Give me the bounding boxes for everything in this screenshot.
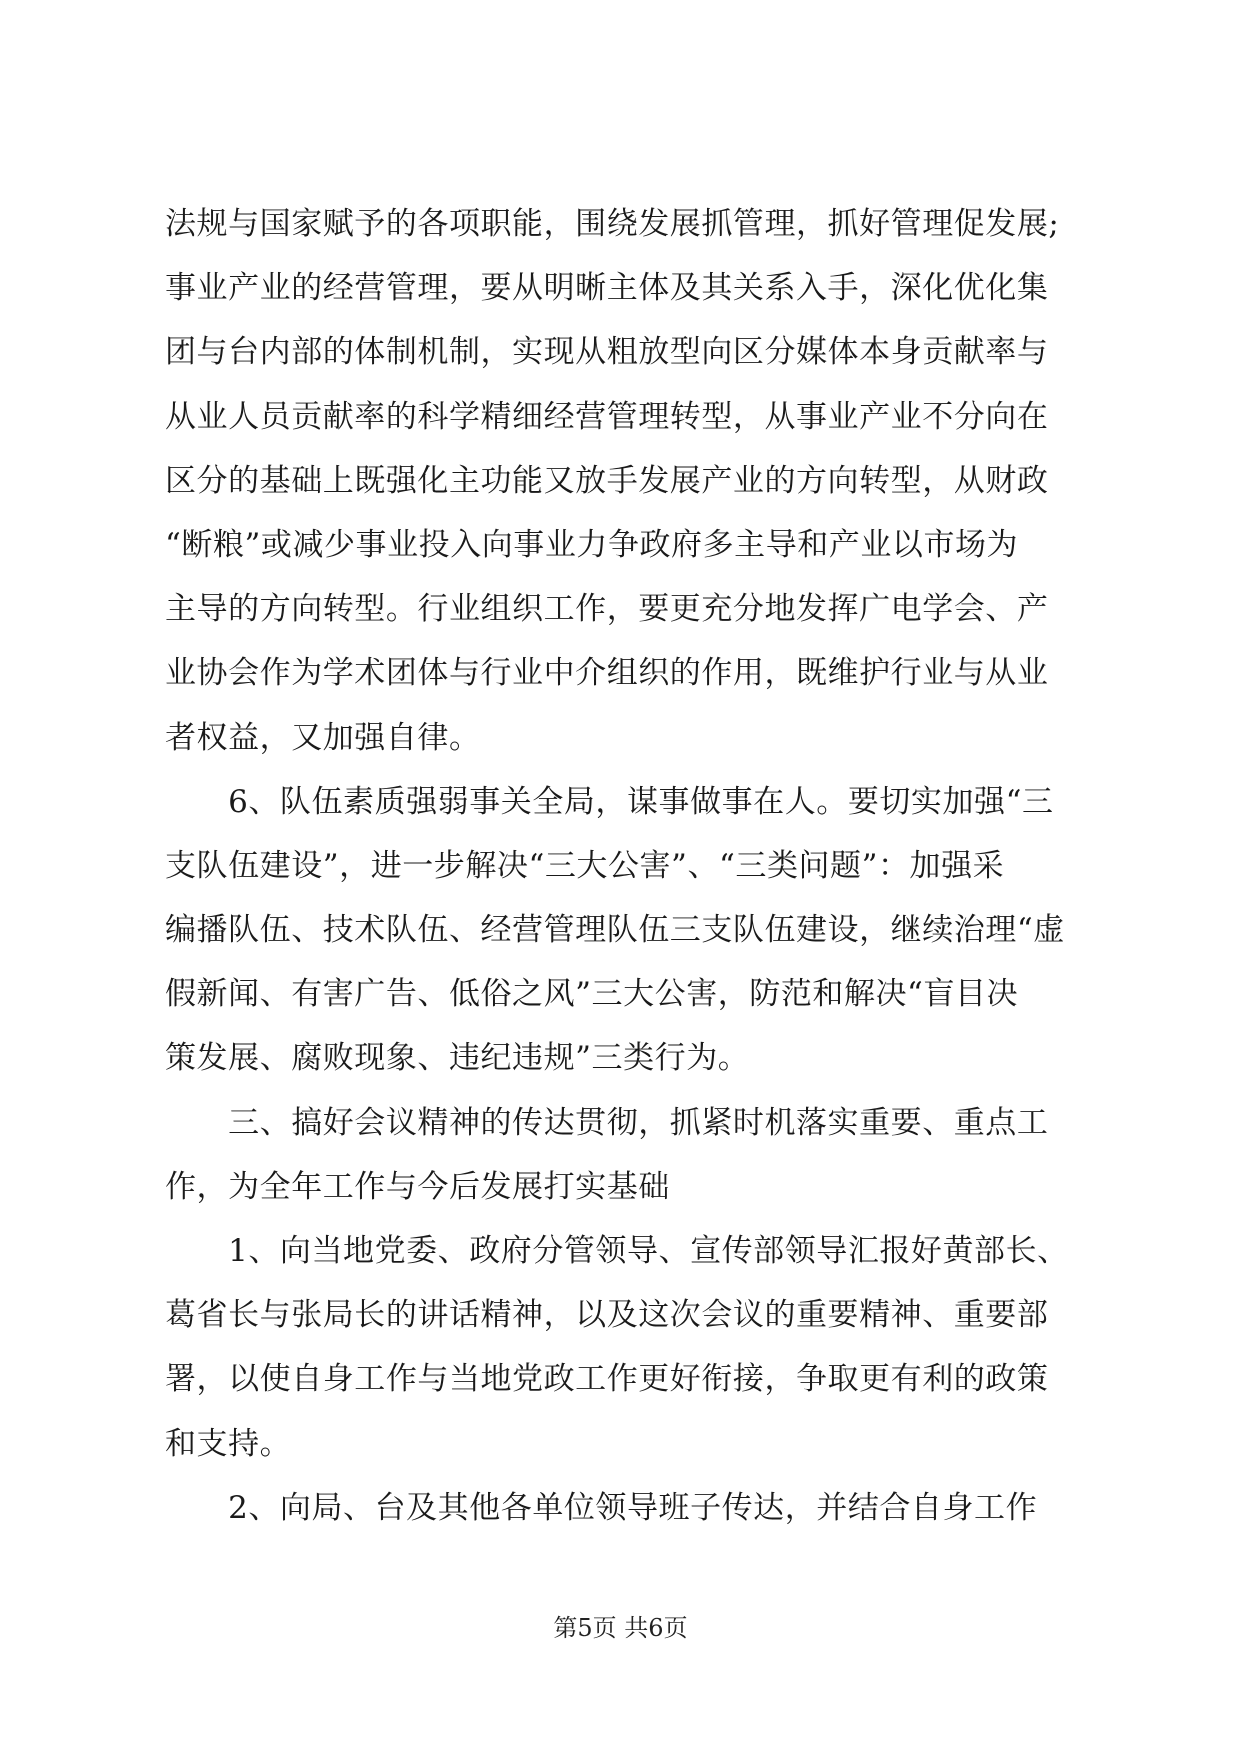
text-line: 编播队伍、技术队伍、经营管理队伍三支队伍建设，继续治理“虚 (165, 912, 1065, 949)
text-line: 业协会作为学术团体与行业中介组织的作用，既维护行业与从业 (165, 655, 1049, 692)
text-line: 者权益，又加强自律。 (165, 719, 481, 756)
text-line: 署，以使自身工作与当地党政工作更好衔接，争取更有利的政策 (165, 1361, 1049, 1398)
page-footer: 第5页 共6页 (553, 1614, 688, 1642)
text-line: 策发展、腐败现象、违纪违规”三类行为。 (165, 1040, 750, 1077)
text-line: 团与台内部的体制机制，实现从粗放型向区分媒体本身贡献率与 (165, 334, 1049, 371)
text-line: 三、搞好会议精神的传达贯彻，抓紧时机落实重要、重点工 (165, 1104, 1049, 1141)
text-line: 支队伍建设”，进一步解决“三大公害”、“三类问题”：加强采 (165, 847, 1005, 884)
text-line: 作，为全年工作与今后发展打实基础 (165, 1168, 670, 1205)
text-line: 法规与国家赋予的各项职能，围绕发展抓管理，抓好管理促发展; (165, 206, 1060, 242)
body-text (165, 192, 1075, 1540)
text-line: 6、队伍素质强弱事关全局，谋事做事在人。要切实加强“三 (165, 783, 1054, 820)
text-line: “断粮”或减少事业投入向事业力争政府多主导和产业以市场为 (165, 526, 1019, 563)
text-line: 主导的方向转型。行业组织工作，要更充分地发挥广电学会、产 (165, 591, 1049, 628)
text-line: 假新闻、有害广告、低俗之风”三大公害，防范和解决“盲目决 (165, 976, 1019, 1013)
text-line: 事业产业的经营管理，要从明晰主体及其关系入手，深化优化集 (165, 270, 1049, 307)
text-line: 区分的基础上既强化主功能又放手发展产业的方向转型，从财政 (165, 462, 1049, 499)
text-line: 2、向局、台及其他各单位领导班子传达，并结合自身工作 (165, 1489, 1038, 1526)
text-line: 和支持。 (165, 1425, 292, 1462)
text-line: 从业人员贡献率的科学精细经营管理转型，从事业产业不分向在 (165, 398, 1049, 435)
text-line: 1、向当地党委、政府分管领导、宣传部领导汇报好黄部长、 (165, 1233, 1069, 1269)
text-line: 葛省长与张局长的讲话精神，以及这次会议的重要精神、重要部 (165, 1297, 1049, 1334)
